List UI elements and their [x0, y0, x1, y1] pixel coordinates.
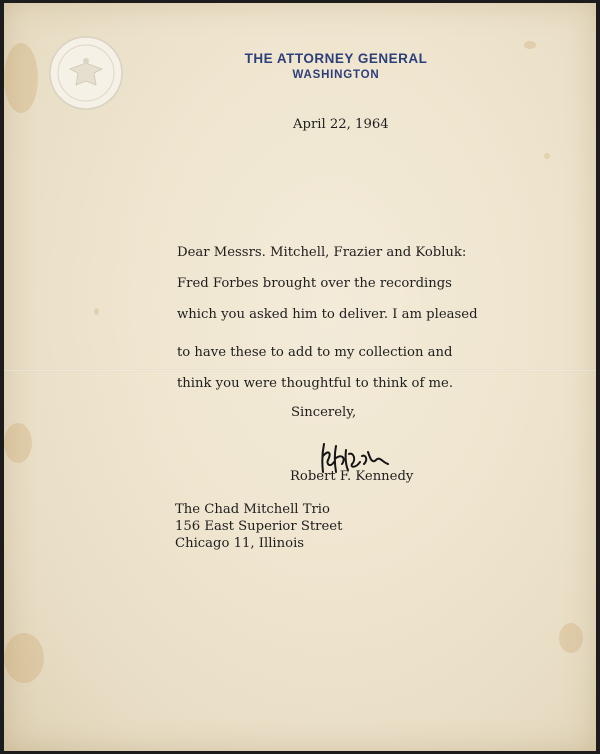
age-stain	[524, 41, 536, 49]
recipient-line: 156 East Superior Street	[175, 519, 343, 534]
body-line: which you asked him to deliver. I am pleased	[177, 307, 478, 322]
fold-crease	[4, 369, 596, 372]
letterhead-title: THE ATTORNEY GENERAL	[244, 51, 428, 66]
signatory-name: Robert F. Kennedy	[290, 469, 414, 484]
body-line: Fred Forbes brought over the recordings	[177, 276, 452, 291]
body-line: think you were thoughtful to think of me.	[177, 376, 454, 391]
age-stain	[4, 43, 38, 113]
age-stain	[4, 633, 44, 683]
letter-date: April 22, 1964	[293, 117, 389, 132]
body-line: to have these to add to my collection and	[177, 345, 453, 360]
age-stain	[544, 153, 550, 159]
letterhead-city: WASHINGTON	[292, 69, 380, 81]
recipient-line: Chicago 11, Illinois	[175, 536, 305, 551]
age-stain	[4, 423, 32, 463]
age-stain	[94, 308, 99, 315]
salutation: Dear Messrs. Mitchell, Frazier and Kobluk:	[177, 245, 467, 260]
recipient-line: The Chad Mitchell Trio	[175, 502, 330, 517]
letter-paper	[4, 3, 596, 751]
age-stain	[559, 623, 583, 653]
closing: Sincerely,	[291, 405, 357, 420]
